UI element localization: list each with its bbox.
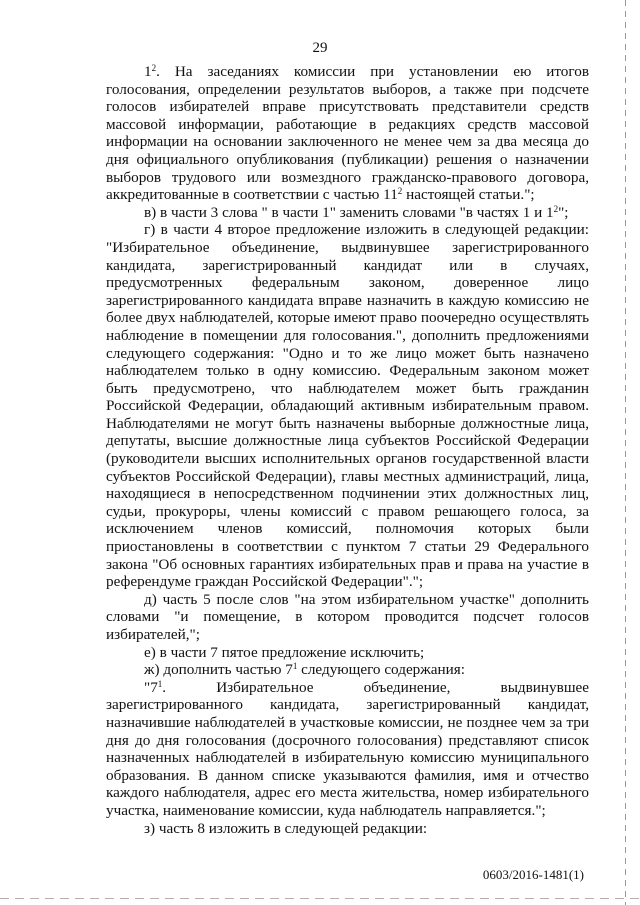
document-body (106, 63, 589, 837)
paragraph-item-e: е) в части 7 пятое предложение исключить; (144, 643, 425, 661)
paragraph-item-g: г) в части 4 второе предложение изложить в следующей редакции: "Избирательное объединение, выдвинувшее зарегистрированного кандидата, зарегистрированный кандидат или в случаях, предусмотренных федеральным законом, доверенное лицо зарегистрированного кандидата вправе назначить в каждую комиссию не более двух наблюдателей, которые имеют право поочередно осуществлять наблюдение в помещении для голосования.", дополнить предложениями следующего содержания: "Одно и то же лицо может быть назначено наблюдателем только в одну комиссию. Федеральным законом может быть предусмотрено, что наблюдателем может быть гражданин Российской Федерации, обладающий активным избирательным правом. Наблюдателями не могут быть назначены выборные должностные лица, депутаты, высшие должностные лица субъектов Российской Федерации (руководители высших исполнительных органов государственной власти субъектов Российской Федерации), главы местных администраций, лица, находящиеся в непосредственном подчинении этих должностных лиц, судьи, прокуроры, члены комиссий с правом решающего голоса, за исключением членов комиссий, полномочия которых были приостановлены в соответствии с пунктом 7 статьи 29 Федерального закона "Об основных гарантиях избирательных прав и права на участие в референдуме граждан Российской Федерации"."; (106, 221, 589, 591)
paragraph-text: в) в части 3 слова " в части 1" заменить словами "в частях 1 и 1 (144, 203, 554, 221)
paragraph-item-z: з) часть 8 изложить в следующей редакции: (144, 819, 428, 837)
paragraph-text: ж) дополнить частью 7 (144, 661, 293, 679)
paragraph-part-7-1 (106, 679, 589, 820)
paragraph-item-v (106, 204, 589, 222)
paragraph-text: . Избирательное объединение, выдвинувшее зарегистрированного кандидата, зарегистрированный кандидат, назначившие наблюдателей в участковые комиссии, не позднее чем за три дня до дня голосования (досрочного голосования) представляют список назначенных наблюдателей в избирательную комиссию муниципального образования. В данном списке указываются фамилия, имя и отчество каждого наблюдателя, адрес его места жительства, номер избирательного участка, наименование комиссии, куда наблюдатель направляется."; (106, 678, 589, 819)
document-id: 0603/2016-1481(1) (482, 867, 584, 882)
paragraph-text: настоящей статьи."; (402, 186, 535, 204)
superscript: 2 (151, 63, 157, 73)
paragraph-text: "; (558, 203, 569, 221)
paragraph-text: следующего содержания: (297, 661, 465, 679)
paragraph-text: 1 (144, 63, 152, 80)
paragraph-text: "7 (144, 678, 158, 696)
scan-edge-bottom (0, 898, 640, 899)
paragraph-item-zh (106, 661, 589, 679)
superscript: 1 (292, 661, 298, 672)
paragraph-part-1-2 (106, 63, 589, 204)
paragraph-text: . На заседаниях комиссии при установлении ею итогов голосования, определении результатов выборов, а также при подсчете голосов избирателей вправе присутствовать представители средств массовой информации, работающие в редакциях средств массовой информации на основании заключенного не менее чем за два месяца до дня официального опубликования (публикации) решения о назначении выборов трудового или возмездного гражданско-правового договора, аккредитованные в соответствии с частью 11 (106, 63, 589, 204)
page-number: 29 (312, 40, 328, 56)
superscript: 2 (397, 186, 403, 197)
superscript: 2 (553, 203, 559, 214)
superscript: 1 (157, 678, 163, 689)
paragraph-item-d: д) часть 5 после слов "на этом избирательном участке" дополнить словами "и помещение, в котором проводится подсчет голосов избирателей,"; (106, 590, 589, 643)
scan-edge-right (625, 0, 626, 905)
